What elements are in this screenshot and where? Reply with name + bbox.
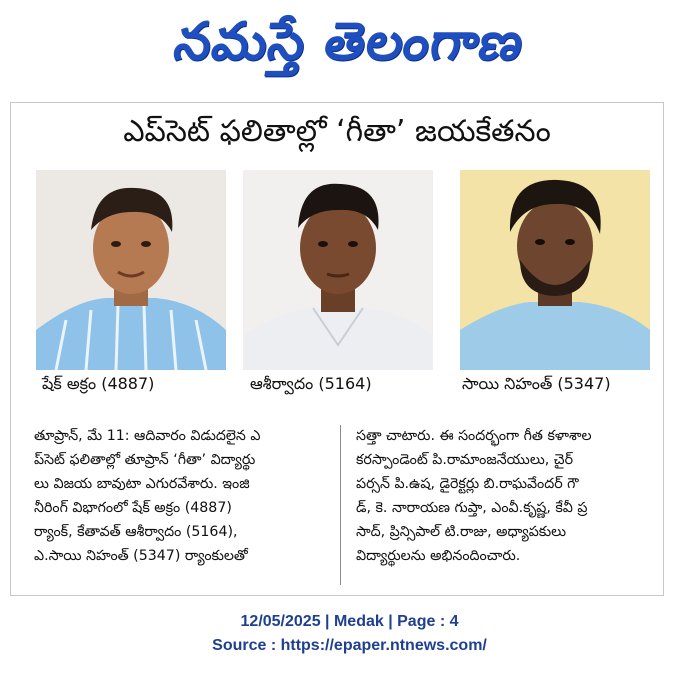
student-photo-3	[460, 170, 650, 370]
text-line: సాద్, ప్రిన్సిపాల్ టి.రాజు, అధ్యాపకులు	[356, 524, 567, 540]
text-line: విద్యార్థులను అభినందించారు.	[356, 548, 521, 564]
text-line: నీరింగ్ విభాగంలో షేక్ అక్రం (4887)	[34, 500, 232, 516]
text-line: కరస్పాండెంట్ పి.రామాంజనేయులు, చైర్	[356, 452, 574, 468]
photo-caption-1: షేక్ అక్రం (4887)	[42, 374, 155, 393]
masthead	[0, 4, 699, 80]
text-line: ప్‌సెట్ ఫలితాల్లో తూప్రాన్ ‘గీతా’ విద్యార్థు	[34, 452, 256, 468]
article-headline: ఎప్‌సెట్ ఫలితాల్లో ‘గీతా’ జయకేతనం	[123, 114, 551, 149]
footer-source: Source : https://epaper.ntnews.com/	[212, 637, 487, 654]
text-line: డ్, కె. నారాయణ గుప్తా, ఎంవీ.కృష్ణ, కేవీ ప్ర	[356, 500, 588, 516]
text-line: ఎ.సాయి నిహంత్ (5347) ర్యాంకులతో	[34, 548, 248, 564]
text-line: తూప్రాన్, మే 11: ఆదివారం విడుదలైన ఎ	[34, 428, 261, 444]
newspaper-logo: నమస్తే తెలంగాణ	[169, 12, 530, 72]
text-line: పర్సన్ పి.ఉష, డైరెక్టర్లు బి.రాఘవేందర్ గౌ	[356, 476, 579, 492]
photo-caption-2: ఆశీర్వాదం (5164)	[250, 374, 372, 393]
article-column-right	[356, 424, 656, 568]
footer-date-edition: 12/05/2025 | Medak | Page : 4	[240, 613, 459, 630]
student-photo-1	[36, 170, 226, 370]
article-column-left	[34, 424, 334, 568]
column-divider	[340, 425, 341, 585]
text-line: సత్తా చాటారు. ఈ సందర్భంగా గీత కళాశాల	[356, 428, 592, 444]
photo-caption-3: సాయి నిహంత్ (5347)	[462, 374, 611, 393]
text-line: లు విజయ బావుటా ఎగురవేశారు. ఇంజి	[34, 476, 250, 492]
text-line: ర్యాంక్, కేతావత్ ఆశీర్వాదం (5164),	[34, 524, 238, 540]
student-photo-2	[243, 170, 433, 370]
